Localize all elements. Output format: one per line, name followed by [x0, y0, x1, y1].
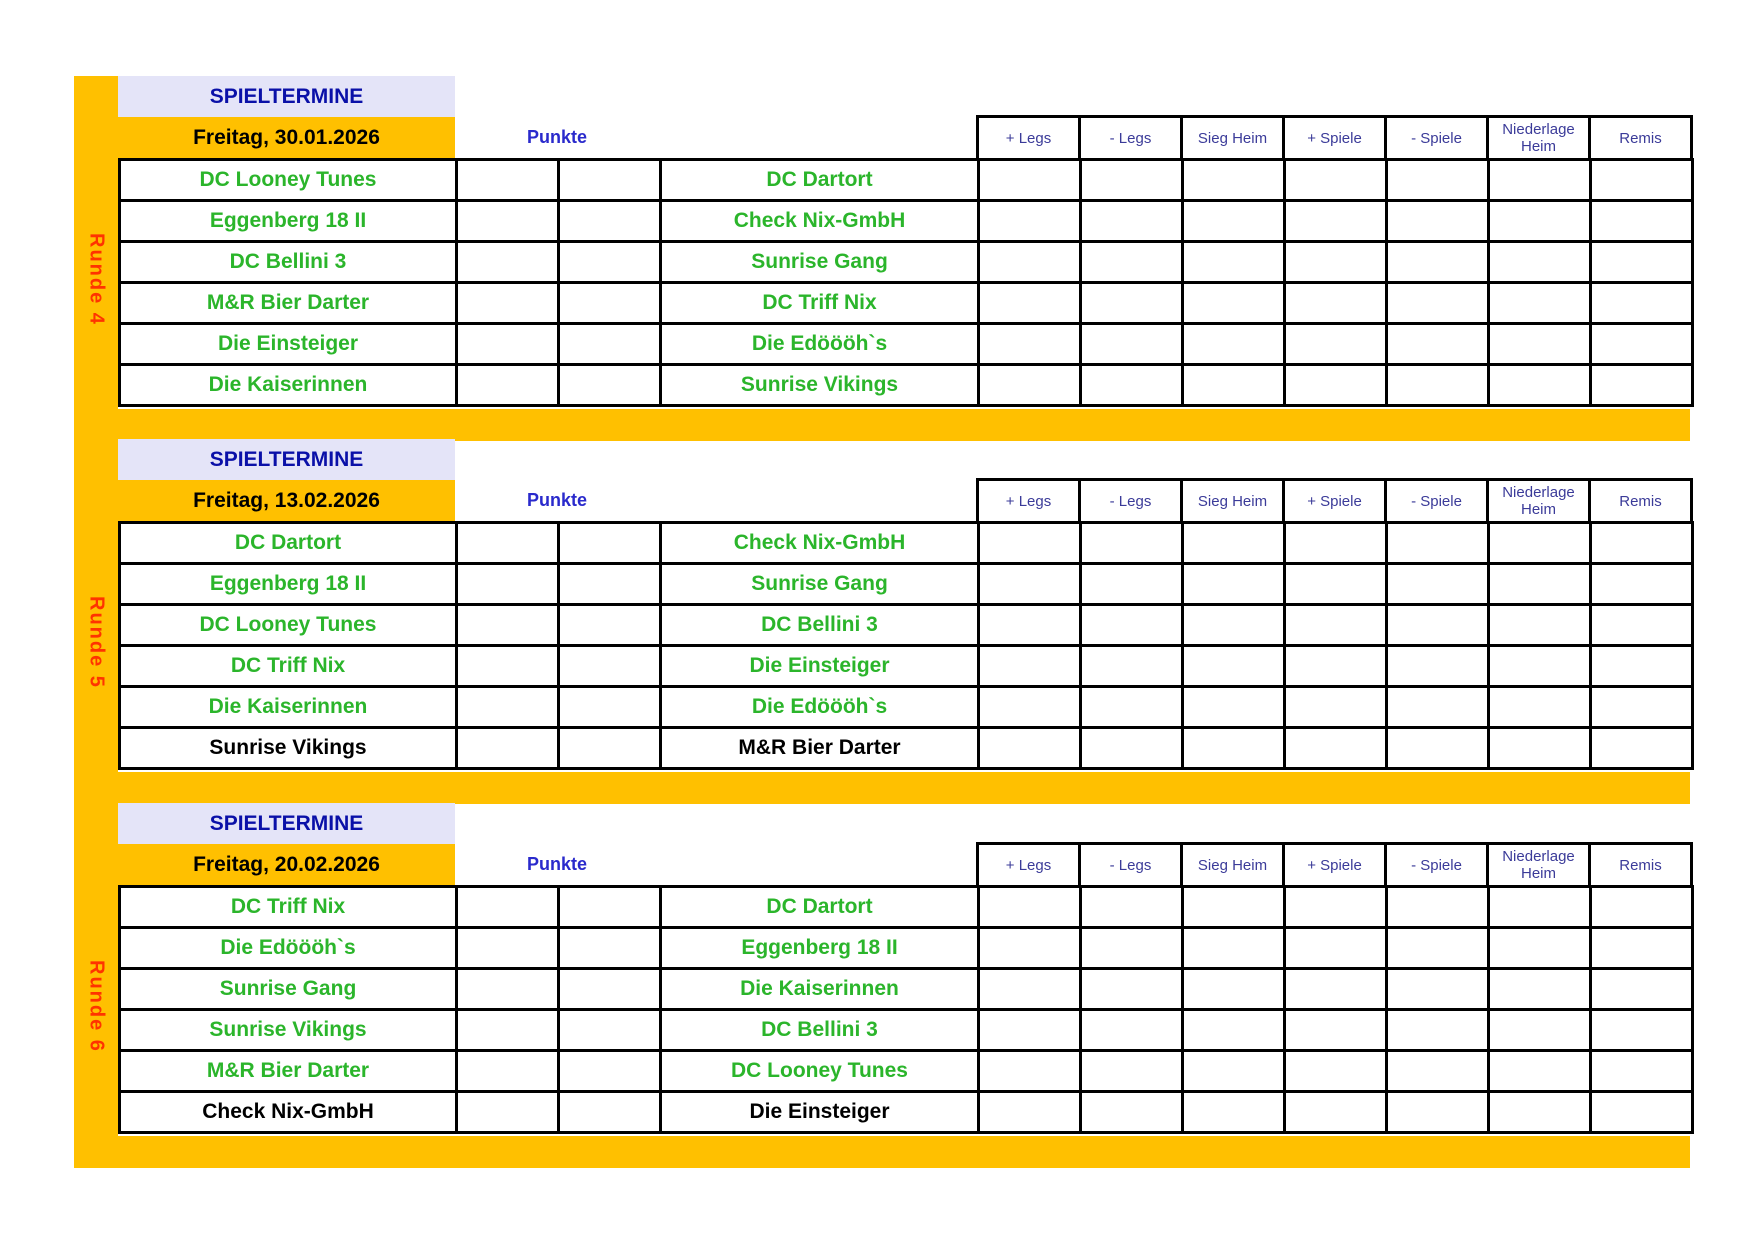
- stat-header-cell: - Legs: [1081, 845, 1183, 885]
- stat-header-cell: + Legs: [979, 481, 1081, 521]
- round-section: [74, 439, 1690, 804]
- away-points-input[interactable]: [560, 647, 662, 688]
- away-team: M&R Bier Darter: [662, 729, 980, 770]
- stat-header-cell: + Spiele: [1285, 481, 1387, 521]
- stat-input[interactable]: [1490, 606, 1592, 647]
- away-team: DC Dartort: [662, 888, 980, 929]
- away-points-input[interactable]: [560, 1011, 662, 1052]
- away-team: Die Einsteiger: [662, 1093, 980, 1134]
- away-points-input[interactable]: [560, 606, 662, 647]
- away-team: Check Nix-GmbH: [662, 524, 980, 565]
- stat-input[interactable]: [1388, 1052, 1490, 1093]
- stat-input[interactable]: [1592, 243, 1694, 284]
- match-date: Freitag, 20.02.2026: [118, 844, 455, 885]
- stat-input[interactable]: [1388, 647, 1490, 688]
- stats-header: [976, 478, 1693, 521]
- match-table: [118, 158, 1694, 407]
- stat-input[interactable]: [1388, 729, 1490, 770]
- stat-input[interactable]: [1184, 202, 1286, 243]
- stat-input[interactable]: [1184, 565, 1286, 606]
- away-points-input[interactable]: [560, 970, 662, 1011]
- stat-input[interactable]: [1082, 729, 1184, 770]
- stat-input[interactable]: [1082, 688, 1184, 729]
- stat-input[interactable]: [980, 1011, 1082, 1052]
- stat-input[interactable]: [980, 161, 1082, 202]
- home-points-input[interactable]: [458, 729, 560, 770]
- stat-input[interactable]: [1184, 366, 1286, 407]
- away-points-input[interactable]: [560, 729, 662, 770]
- away-points-input[interactable]: [560, 284, 662, 325]
- stat-input[interactable]: [1082, 202, 1184, 243]
- stat-header-cell: + Spiele: [1285, 118, 1387, 158]
- stat-input[interactable]: [1592, 202, 1694, 243]
- stat-input[interactable]: [980, 284, 1082, 325]
- stat-input[interactable]: [1592, 729, 1694, 770]
- stat-input[interactable]: [1592, 524, 1694, 565]
- stat-input[interactable]: [980, 688, 1082, 729]
- stat-input[interactable]: [1082, 970, 1184, 1011]
- round-footer-bar: [74, 409, 1690, 441]
- away-points-input[interactable]: [560, 1093, 662, 1134]
- stat-header-cell: - Spiele: [1387, 118, 1489, 158]
- stat-input[interactable]: [1286, 366, 1388, 407]
- away-team: DC Dartort: [662, 161, 980, 202]
- stat-input[interactable]: [1592, 888, 1694, 929]
- round-section: [74, 803, 1690, 1168]
- home-points-input[interactable]: [458, 284, 560, 325]
- away-team: Eggenberg 18 II: [662, 929, 980, 970]
- stat-input[interactable]: [1388, 366, 1490, 407]
- stat-input[interactable]: [1490, 161, 1592, 202]
- home-points-input[interactable]: [458, 366, 560, 407]
- home-team: Die Kaiserinnen: [121, 366, 458, 407]
- home-team: DC Bellini 3: [121, 243, 458, 284]
- home-team: Eggenberg 18 II: [121, 565, 458, 606]
- stat-header-cell: Niederlage Heim: [1489, 481, 1591, 521]
- stat-input[interactable]: [1082, 243, 1184, 284]
- stat-input[interactable]: [1592, 929, 1694, 970]
- stat-input[interactable]: [1490, 243, 1592, 284]
- stat-header-cell: - Legs: [1081, 118, 1183, 158]
- stat-input[interactable]: [1286, 161, 1388, 202]
- home-team: DC Triff Nix: [121, 647, 458, 688]
- round-label: Runde 6: [85, 959, 108, 1053]
- away-points-input[interactable]: [560, 688, 662, 729]
- stat-input[interactable]: [1082, 888, 1184, 929]
- stat-input[interactable]: [980, 929, 1082, 970]
- section-title: SPIELTERMINE: [118, 803, 455, 844]
- home-points-input[interactable]: [458, 970, 560, 1011]
- stat-input[interactable]: [1286, 970, 1388, 1011]
- stat-input[interactable]: [1184, 647, 1286, 688]
- stat-input[interactable]: [1082, 1052, 1184, 1093]
- stat-input[interactable]: [1592, 1093, 1694, 1134]
- away-points-input[interactable]: [560, 565, 662, 606]
- home-team: M&R Bier Darter: [121, 1052, 458, 1093]
- stat-input[interactable]: [1286, 929, 1388, 970]
- home-points-input[interactable]: [458, 1011, 560, 1052]
- stat-input[interactable]: [1388, 606, 1490, 647]
- stat-input[interactable]: [1592, 284, 1694, 325]
- round-section: [74, 76, 1690, 441]
- round-label: Runde 4: [85, 232, 108, 326]
- stat-input[interactable]: [1082, 647, 1184, 688]
- away-team: DC Triff Nix: [662, 284, 980, 325]
- home-team: DC Dartort: [121, 524, 458, 565]
- points-label: Punkte: [526, 490, 587, 510]
- stat-input[interactable]: [980, 647, 1082, 688]
- stat-input[interactable]: [980, 202, 1082, 243]
- stat-input[interactable]: [1184, 524, 1286, 565]
- home-team: DC Looney Tunes: [121, 606, 458, 647]
- home-team: Sunrise Vikings: [121, 1011, 458, 1052]
- stat-header-cell: Niederlage Heim: [1489, 118, 1591, 158]
- stat-input[interactable]: [1286, 1093, 1388, 1134]
- away-team: Die Edöööh`s: [662, 688, 980, 729]
- stat-input[interactable]: [980, 888, 1082, 929]
- stat-input[interactable]: [1388, 524, 1490, 565]
- away-team: DC Looney Tunes: [662, 1052, 980, 1093]
- home-points-input[interactable]: [458, 888, 560, 929]
- home-team: Sunrise Gang: [121, 970, 458, 1011]
- away-team: Check Nix-GmbH: [662, 202, 980, 243]
- stat-input[interactable]: [1490, 688, 1592, 729]
- stat-input[interactable]: [1592, 325, 1694, 366]
- stat-input[interactable]: [1592, 606, 1694, 647]
- stat-input[interactable]: [1388, 202, 1490, 243]
- home-points-input[interactable]: [458, 565, 560, 606]
- stat-input[interactable]: [1490, 1011, 1592, 1052]
- home-points-input[interactable]: [458, 243, 560, 284]
- stat-input[interactable]: [1490, 1093, 1592, 1134]
- stat-input[interactable]: [1388, 161, 1490, 202]
- stat-input[interactable]: [1082, 161, 1184, 202]
- stat-input[interactable]: [1184, 688, 1286, 729]
- stat-input[interactable]: [1184, 284, 1286, 325]
- section-title: SPIELTERMINE: [118, 439, 455, 480]
- stat-header-cell: + Legs: [979, 118, 1081, 158]
- stat-input[interactable]: [1592, 161, 1694, 202]
- home-points-input[interactable]: [458, 202, 560, 243]
- stat-input[interactable]: [980, 970, 1082, 1011]
- home-team: Sunrise Vikings: [121, 729, 458, 770]
- away-points-input[interactable]: [560, 929, 662, 970]
- home-points-input[interactable]: [458, 1052, 560, 1093]
- home-points-input[interactable]: [458, 524, 560, 565]
- stat-input[interactable]: [1490, 284, 1592, 325]
- match-table: [118, 885, 1694, 1134]
- stat-input[interactable]: [1286, 888, 1388, 929]
- stat-input[interactable]: [1082, 1093, 1184, 1134]
- stat-input[interactable]: [1388, 1011, 1490, 1052]
- stat-input[interactable]: [1082, 1011, 1184, 1052]
- home-team: M&R Bier Darter: [121, 284, 458, 325]
- away-team: Sunrise Gang: [662, 565, 980, 606]
- away-points-input[interactable]: [560, 202, 662, 243]
- round-footer-bar: [74, 1136, 1690, 1168]
- stat-input[interactable]: [1082, 524, 1184, 565]
- stat-input[interactable]: [1184, 929, 1286, 970]
- stat-header-cell: Niederlage Heim: [1489, 845, 1591, 885]
- home-team: DC Looney Tunes: [121, 161, 458, 202]
- stat-input[interactable]: [1490, 1052, 1592, 1093]
- stat-input[interactable]: [1388, 243, 1490, 284]
- round-label-box: [74, 159, 118, 399]
- stat-input[interactable]: [980, 1052, 1082, 1093]
- home-team: Die Edöööh`s: [121, 929, 458, 970]
- stat-input[interactable]: [980, 565, 1082, 606]
- stat-input[interactable]: [1592, 1011, 1694, 1052]
- stat-input[interactable]: [1082, 325, 1184, 366]
- stat-header-cell: Sieg Heim: [1183, 845, 1285, 885]
- home-points-input[interactable]: [458, 1093, 560, 1134]
- stat-input[interactable]: [1184, 1093, 1286, 1134]
- stat-input[interactable]: [1286, 729, 1388, 770]
- stat-input[interactable]: [1184, 161, 1286, 202]
- stat-input[interactable]: [1082, 284, 1184, 325]
- home-team: DC Triff Nix: [121, 888, 458, 929]
- stat-input[interactable]: [1082, 929, 1184, 970]
- stat-header-cell: Sieg Heim: [1183, 118, 1285, 158]
- stat-input[interactable]: [1184, 243, 1286, 284]
- stat-header-cell: Remis: [1591, 481, 1693, 521]
- away-points-input[interactable]: [560, 243, 662, 284]
- stat-header-cell: - Legs: [1081, 481, 1183, 521]
- stat-input[interactable]: [1388, 688, 1490, 729]
- stat-input[interactable]: [1082, 565, 1184, 606]
- away-points-input[interactable]: [560, 888, 662, 929]
- away-team: Sunrise Vikings: [662, 366, 980, 407]
- stat-input[interactable]: [980, 729, 1082, 770]
- stat-input[interactable]: [1184, 606, 1286, 647]
- stat-input[interactable]: [1490, 325, 1592, 366]
- stat-input[interactable]: [1184, 1052, 1286, 1093]
- round-label: Runde 5: [85, 595, 108, 689]
- stat-input[interactable]: [980, 606, 1082, 647]
- home-team: Eggenberg 18 II: [121, 202, 458, 243]
- stat-input[interactable]: [1286, 284, 1388, 325]
- stat-header-cell: Remis: [1591, 118, 1693, 158]
- stat-input[interactable]: [980, 524, 1082, 565]
- match-date: Freitag, 13.02.2026: [118, 480, 455, 521]
- home-points-input[interactable]: [458, 606, 560, 647]
- home-team: Die Einsteiger: [121, 325, 458, 366]
- stat-input[interactable]: [980, 325, 1082, 366]
- stat-input[interactable]: [1082, 366, 1184, 407]
- section-title: SPIELTERMINE: [118, 76, 455, 117]
- stat-input[interactable]: [1490, 565, 1592, 606]
- away-points-input[interactable]: [560, 161, 662, 202]
- round-label-box: [74, 886, 118, 1126]
- stat-input[interactable]: [1490, 524, 1592, 565]
- stat-input[interactable]: [1388, 284, 1490, 325]
- stat-input[interactable]: [1490, 729, 1592, 770]
- stat-input[interactable]: [1592, 1052, 1694, 1093]
- stat-input[interactable]: [1490, 970, 1592, 1011]
- home-points-input[interactable]: [458, 161, 560, 202]
- stat-input[interactable]: [1592, 647, 1694, 688]
- stat-input[interactable]: [1592, 366, 1694, 407]
- stat-input[interactable]: [980, 243, 1082, 284]
- stat-input[interactable]: [1388, 565, 1490, 606]
- stat-input[interactable]: [1388, 929, 1490, 970]
- stat-input[interactable]: [1286, 1052, 1388, 1093]
- stat-input[interactable]: [1286, 524, 1388, 565]
- home-team: Die Kaiserinnen: [121, 688, 458, 729]
- stat-input[interactable]: [1082, 606, 1184, 647]
- stat-header-cell: Sieg Heim: [1183, 481, 1285, 521]
- stat-input[interactable]: [1490, 888, 1592, 929]
- stat-input[interactable]: [1184, 888, 1286, 929]
- stat-header-cell: - Spiele: [1387, 845, 1489, 885]
- stat-input[interactable]: [1286, 202, 1388, 243]
- stat-input[interactable]: [1490, 366, 1592, 407]
- stat-header-cell: + Spiele: [1285, 845, 1387, 885]
- points-label: Punkte: [526, 127, 587, 147]
- stat-input[interactable]: [1388, 325, 1490, 366]
- match-date: Freitag, 30.01.2026: [118, 117, 455, 158]
- home-points-input[interactable]: [458, 647, 560, 688]
- stat-input[interactable]: [1490, 647, 1592, 688]
- stat-input[interactable]: [1184, 325, 1286, 366]
- stat-input[interactable]: [1388, 888, 1490, 929]
- stat-input[interactable]: [1592, 565, 1694, 606]
- stat-input[interactable]: [1286, 647, 1388, 688]
- stat-input[interactable]: [1286, 325, 1388, 366]
- stat-input[interactable]: [1286, 1011, 1388, 1052]
- round-label-box: [74, 522, 118, 762]
- home-points-input[interactable]: [458, 929, 560, 970]
- home-points-input[interactable]: [458, 325, 560, 366]
- stat-input[interactable]: [980, 1093, 1082, 1134]
- away-team: DC Bellini 3: [662, 1011, 980, 1052]
- stat-input[interactable]: [1286, 688, 1388, 729]
- away-points-input[interactable]: [560, 1052, 662, 1093]
- stat-input[interactable]: [1286, 606, 1388, 647]
- stat-header-cell: + Legs: [979, 845, 1081, 885]
- away-points-input[interactable]: [560, 325, 662, 366]
- stat-input[interactable]: [1184, 729, 1286, 770]
- away-team: DC Bellini 3: [662, 606, 980, 647]
- stat-input[interactable]: [1388, 970, 1490, 1011]
- away-team: Die Kaiserinnen: [662, 970, 980, 1011]
- stats-header: [976, 115, 1693, 158]
- away-points-input[interactable]: [560, 366, 662, 407]
- stat-header-cell: - Spiele: [1387, 481, 1489, 521]
- stat-input[interactable]: [1592, 970, 1694, 1011]
- stat-input[interactable]: [1490, 202, 1592, 243]
- round-footer-bar: [74, 772, 1690, 804]
- stats-header: [976, 842, 1693, 885]
- stat-input[interactable]: [1388, 1093, 1490, 1134]
- stat-input[interactable]: [1490, 929, 1592, 970]
- home-points-input[interactable]: [458, 688, 560, 729]
- stat-input[interactable]: [1592, 688, 1694, 729]
- points-label: Punkte: [526, 854, 587, 874]
- stat-input[interactable]: [980, 366, 1082, 407]
- home-team: Check Nix-GmbH: [121, 1093, 458, 1134]
- stat-input[interactable]: [1184, 1011, 1286, 1052]
- stat-input[interactable]: [1184, 970, 1286, 1011]
- away-team: Sunrise Gang: [662, 243, 980, 284]
- away-points-input[interactable]: [560, 524, 662, 565]
- stat-header-cell: Remis: [1591, 845, 1693, 885]
- away-team: Die Einsteiger: [662, 647, 980, 688]
- stat-input[interactable]: [1286, 565, 1388, 606]
- away-team: Die Edöööh`s: [662, 325, 980, 366]
- stat-input[interactable]: [1286, 243, 1388, 284]
- match-table: [118, 521, 1694, 770]
